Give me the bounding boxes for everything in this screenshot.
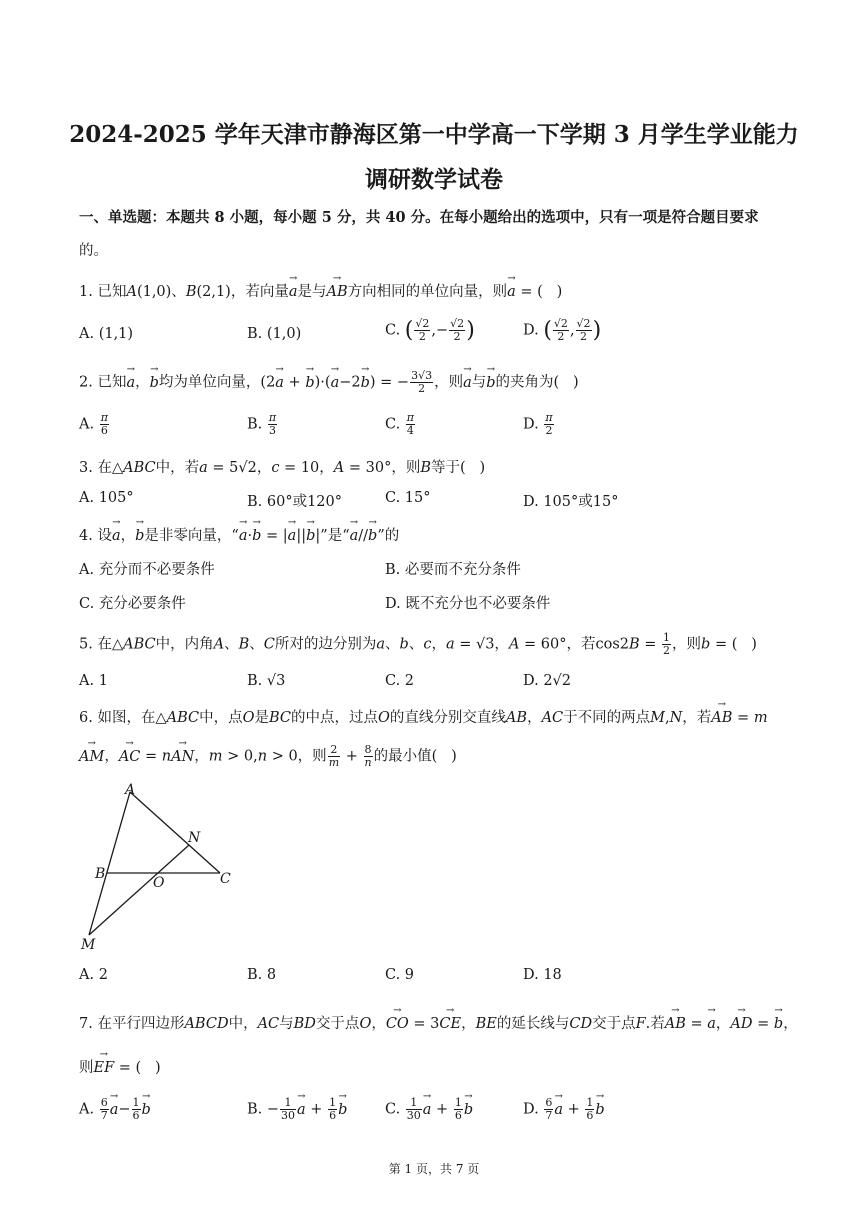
question-1-option-b[interactable]: B. (1,0) [247, 326, 302, 342]
question-3-stem: 3. 在△ABC中，若a = 5√2，c = 10，A = 30°，则B等于( ) [79, 460, 486, 476]
segment-am [89, 792, 130, 935]
label-c: C [220, 871, 231, 887]
question-6-option-d[interactable]: D. 18 [523, 967, 562, 983]
question-1-option-a[interactable]: A. (1,1) [79, 326, 134, 342]
question-1-option-d[interactable]: D. ( $\frac{√2}{2}$ , $\frac{√2}{2}$ ) [523, 317, 602, 343]
question-5-option-d[interactable]: D. 2√2 [523, 673, 572, 689]
question-3-option-c[interactable]: C. 15° [385, 490, 431, 506]
exam-title-line1: 2024-2025 学年天津市静海区第一中学高一下学期 3 月学生学业能力 [69, 121, 799, 148]
label-n: N [188, 830, 201, 846]
section-heading-cont: 的。 [79, 243, 108, 259]
question-6-option-c[interactable]: C. 9 [385, 967, 415, 983]
segment-ac [130, 792, 220, 873]
question-3-option-a[interactable]: A. 105° [79, 490, 134, 506]
question-3-option-b[interactable]: B. 60°或120° [247, 494, 343, 510]
question-6-stem-line2: → AM，→ AC = n→ AN，m > 0,n > 0，则 $\frac{2}{m}$ + $\frac{8}{n}$ 的最小值( ) [79, 744, 457, 769]
question-5-option-c[interactable]: C. 2 [385, 673, 415, 689]
question-1-stem: 1. 已知A(1,0)、B(2,1)，若向量→ a是与→ AB方向相同的单位向量，则→ a = ( ) [79, 280, 562, 301]
question-7-stem-line1: 7. 在平行四边形ABCD中，AC与BD交于点O，→ CO = 3→ CE，BE的延长线与CD交于点F.若→ AB = → a，→ AD = → b， [79, 1012, 798, 1033]
question-4-option-a[interactable]: A. 充分而不必要条件 [79, 562, 215, 578]
triangle-figure [75, 780, 245, 955]
question-3-option-d[interactable]: D. 105°或15° [523, 494, 619, 510]
exam-title-line2: 调研数学试卷 [365, 166, 503, 193]
question-4-option-b[interactable]: B. 必要而不充分条件 [385, 562, 521, 578]
question-7-option-c[interactable]: C. $\frac{1}{30}$ → a + $\frac{1}{6}$ → b [385, 1097, 473, 1122]
question-6-stem-line1: 6. 如图，在△ABC中，点O是BC的中点，过点O的直线分别交直线AB，AC于不同的两点M,N，若→ AB = m [79, 706, 768, 727]
question-7-stem-line2: 则→ EF = ( ) [79, 1056, 161, 1077]
question-7-option-b[interactable]: B. − $\frac{1}{30}$ → a + $\frac{1}{6}$ → b [247, 1097, 347, 1122]
question-2-option-b[interactable]: B. $\frac{\pi}{3}$ [247, 411, 277, 437]
question-2-option-a[interactable]: A. $\frac{\pi}{6}$ [79, 411, 108, 437]
label-a: A [125, 782, 136, 798]
section-heading: 一、单选题：本题共 8 小题，每小题 5 分，共 40 分。在每小题给出的选项中，只有一项是符合题目要求 [79, 209, 759, 226]
question-7-option-a[interactable]: A. $\frac{6}{7}$ → a− $\frac{1}{6}$ → b [79, 1097, 151, 1122]
question-7-option-d[interactable]: D. $\frac{6}{7}$ → a + $\frac{1}{6}$ → b [523, 1097, 605, 1122]
question-5-option-a[interactable]: A. 1 [79, 673, 108, 689]
question-4-option-c[interactable]: C. 充分必要条件 [79, 596, 186, 612]
question-6-option-a[interactable]: A. 2 [79, 967, 108, 983]
question-1-option-c[interactable]: C. ( $\frac{√2}{2}$ ,− $\frac{√2}{2}$ ) [385, 317, 475, 343]
question-4-option-d[interactable]: D. 既不充分也不必要条件 [385, 596, 551, 612]
page-footer: 第 1 页，共 7 页 [388, 1162, 480, 1176]
label-b: B [95, 866, 106, 882]
question-5-stem: 5. 在△ABC中，内角A、B、C所对的边分别为a、b、c，a = √3，A = 60°，若cos2B = $\frac{1}{2}$ ，则b = ( ) [79, 631, 757, 657]
label-m: M [81, 937, 96, 953]
question-number: 1. [79, 284, 93, 300]
question-5-option-b[interactable]: B. √3 [247, 673, 286, 689]
question-6-option-b[interactable]: B. 8 [247, 967, 277, 983]
question-4-stem: 4. 设→ a，→ b是非零向量，“→ a·→ b = |→ a||→ b|”是“→ a//→ b”的 [79, 524, 399, 545]
question-2-option-d[interactable]: D. $\frac{\pi}{2}$ [523, 411, 553, 437]
segment-mn [89, 845, 189, 935]
label-o: O [153, 875, 165, 891]
question-2-stem: 2. 已知→ a，→ b均为单位向量，(2→ a + → b)·(→ a−2→ b) = − $\frac{3√3}{2}$ ，则→ a与→ b的夹角为( ) [79, 370, 579, 395]
question-2-option-c[interactable]: C. $\frac{\pi}{4}$ [385, 411, 415, 437]
